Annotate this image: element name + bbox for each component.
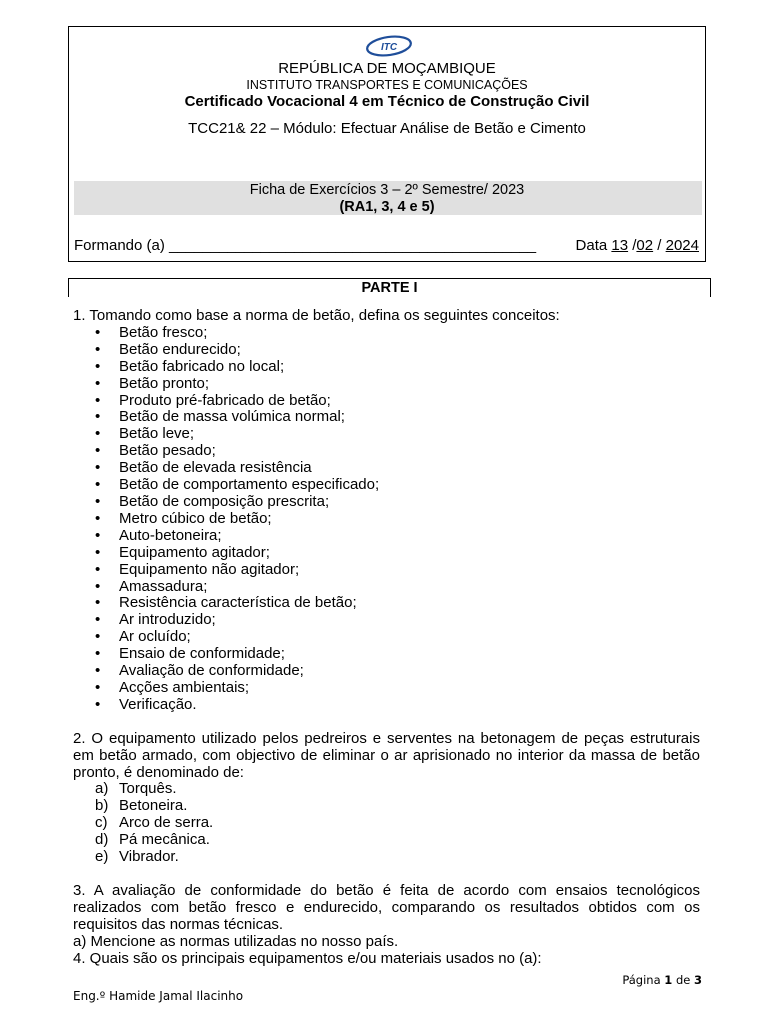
list-item: • Betão de elevada resistência xyxy=(73,460,700,477)
list-item: • Betão endurecido; xyxy=(73,342,700,359)
list-item: • Equipamento não agitador; xyxy=(73,562,700,579)
option-item xyxy=(73,798,700,815)
options-list xyxy=(73,781,700,866)
itc-logo xyxy=(364,33,414,59)
date-day: 13 xyxy=(611,237,629,254)
option-text: Betoneira. xyxy=(119,797,188,815)
option-letter: e) xyxy=(95,848,109,866)
question-1: 1. Tomando como base a norma de betão, defina os seguintes conceitos: xyxy=(73,307,560,324)
list-item: • Acções ambientais; xyxy=(73,680,700,697)
page-number xyxy=(622,973,702,987)
list-item: • Amassadura; xyxy=(73,579,700,596)
list-item: • Betão fabricado no local; xyxy=(73,359,700,376)
ficha-subtitle: (RA1, 3, 4 e 5) xyxy=(339,199,435,215)
question-4: 4. Quais são os principais equipamentos e/ou materiais usados no (a): xyxy=(73,949,542,967)
option-item xyxy=(73,832,700,849)
page-current: 1 xyxy=(664,973,673,987)
option-text: Arco de serra. xyxy=(119,814,214,832)
question-2: 2. O equipamento utilizado pelos pedreiros e serventes na betonagem de peças estruturais em betão armado, com objectivo de eliminar o ar aprisionado no interior da massa de betão pronto, é denominado de: xyxy=(73,729,700,781)
module-title: TCC21& 22 – Módulo: Efectuar Análise de Betão e Cimento xyxy=(188,120,586,137)
ficha-title: Ficha de Exercícios 3 – 2º Semestre/ 2023 xyxy=(249,182,525,198)
list-item: • Equipamento agitador; xyxy=(73,545,700,562)
list-item: • Ensaio de conformidade; xyxy=(73,646,700,663)
course-title: Certificado Vocacional 4 em Técnico de Construção Civil xyxy=(184,93,590,110)
institute-name: INSTITUTO TRANSPORTES E COMUNICAÇÕES xyxy=(246,78,528,92)
spacer xyxy=(73,866,700,883)
spacer xyxy=(73,714,700,731)
list-item: • Verificação. xyxy=(73,697,700,714)
logo-text: ITC xyxy=(380,42,398,53)
list-item: • Resistência característica de betão; xyxy=(73,595,700,612)
option-text: Torquês. xyxy=(119,780,177,798)
option-letter: a) xyxy=(95,780,109,798)
list-item: • Ar ocluído; xyxy=(73,629,700,646)
date-label: Data xyxy=(575,237,608,254)
author-name: Eng.º Hamide Jamal Ilacinho xyxy=(73,989,244,1003)
page-total: 3 xyxy=(693,973,702,987)
page-of: de xyxy=(675,973,691,987)
list-item: • Betão de massa volúmica normal; xyxy=(73,409,700,426)
list-item: • Betão leve; xyxy=(73,426,700,443)
question-3: 3. A avaliação de conformidade do betão é feita de acordo com ensaios tecnológicos realizados com betão fresco e endurecido, comparando os resultados obtidos com os requisitos das normas técnicas. xyxy=(73,882,700,933)
option-letter: d) xyxy=(95,831,109,849)
list-item: • Metro cúbico de betão; xyxy=(73,511,700,528)
option-letter: b) xyxy=(95,797,109,815)
date-month: 02 xyxy=(636,237,654,254)
page-word: Página xyxy=(622,973,661,987)
date-year: 2024 xyxy=(665,237,699,254)
list-item: • Betão pronto; xyxy=(73,376,700,393)
option-text: Pá mecânica. xyxy=(119,831,210,849)
question-3a: a) Mencione as normas utilizadas no nosso país. xyxy=(73,932,399,950)
option-text: Vibrador. xyxy=(119,848,179,866)
list-item: • Produto pré-fabricado de betão; xyxy=(73,393,700,410)
header-box xyxy=(68,26,706,262)
option-item xyxy=(73,781,700,798)
option-item xyxy=(73,815,700,832)
list-item: • Betão pesado; xyxy=(73,443,700,460)
list-item: • Betão de comportamento especificado; xyxy=(73,477,700,494)
formando-field: Formando (a) ____________________________________________ xyxy=(74,237,537,254)
concept-list xyxy=(73,325,700,714)
list-item: • Betão fresco; xyxy=(73,325,700,342)
option-letter: c) xyxy=(95,814,108,832)
list-item: • Betão de composição prescrita; xyxy=(73,494,700,511)
parte-heading: PARTE I xyxy=(68,278,711,297)
list-item: • Ar introduzido; xyxy=(73,612,700,629)
list-item: • Avaliação de conformidade; xyxy=(73,663,700,680)
country-title: REPÚBLICA DE MOÇAMBIQUE xyxy=(278,60,496,77)
date-field: Data 13 /02 / 2024 xyxy=(575,237,699,254)
list-item: • Auto-betoneira; xyxy=(73,528,700,545)
questions-content xyxy=(73,308,700,968)
option-item xyxy=(73,849,700,866)
